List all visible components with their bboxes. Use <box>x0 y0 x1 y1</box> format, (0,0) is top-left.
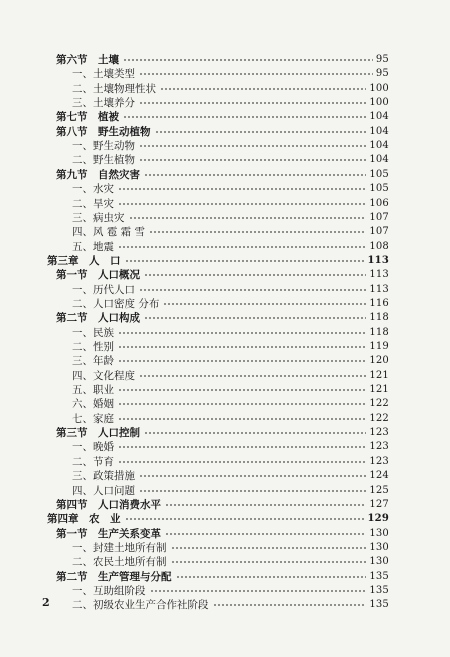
dot-leader <box>129 217 367 219</box>
toc-entry-page: 104 <box>369 140 389 152</box>
toc-entry-page: 119 <box>369 341 389 352</box>
dot-leader <box>144 274 366 276</box>
toc-entry-page: 123 <box>369 455 389 467</box>
toc-item <box>72 211 389 225</box>
toc-entry-page: 105 <box>369 168 389 180</box>
toc-entry-title: 第七节 植被 <box>56 111 119 124</box>
toc-item <box>72 67 389 81</box>
toc-entry-page: 116 <box>369 297 389 309</box>
toc-entry-title: 五、地震 <box>72 240 114 253</box>
dot-leader <box>123 116 366 118</box>
toc-entry-page: 108 <box>369 240 389 252</box>
toc-entry-page: 95 <box>375 68 389 80</box>
dot-leader <box>155 131 367 133</box>
toc-entry-title: 七、家庭 <box>72 412 114 425</box>
dot-leader <box>118 403 366 405</box>
toc-section <box>56 527 389 541</box>
toc-item <box>72 354 389 368</box>
toc-entry-page: 107 <box>369 211 389 223</box>
toc-entry-page: 113 <box>369 269 389 281</box>
toc-item <box>72 240 389 254</box>
toc-entry-title: 一、互助组阶段 <box>72 584 146 597</box>
dot-leader <box>144 317 366 319</box>
toc-entry-page: 130 <box>369 527 389 539</box>
page-number: 2 <box>42 596 50 609</box>
toc-entry-page: 105 <box>369 183 389 195</box>
toc-entry-title: 二、农民土地所有制 <box>72 556 167 569</box>
toc-entry-page: 100 <box>369 82 389 94</box>
toc-entry-title: 第六节 土壤 <box>56 54 119 66</box>
toc-entry-title: 四、文化程度 <box>72 369 135 382</box>
toc-item <box>72 326 389 340</box>
dot-leader <box>176 576 367 578</box>
dot-leader <box>150 590 367 592</box>
dot-leader <box>165 533 366 535</box>
toc-entry-title: 第二节 人口构成 <box>56 312 140 325</box>
dot-leader <box>139 490 366 492</box>
toc-section <box>56 426 389 440</box>
toc-entry-page: 113 <box>369 283 389 295</box>
toc-entry-title: 三、年龄 <box>72 355 114 368</box>
toc-entry-page: 104 <box>369 111 389 123</box>
toc-chapter <box>47 254 389 268</box>
toc-item <box>72 225 389 239</box>
toc-entry-page: 118 <box>369 326 389 338</box>
toc-entry-title: 第一节 人口概况 <box>56 269 140 282</box>
toc-entry-page: 118 <box>369 312 389 324</box>
toc-entry-title: 一、封建土地所有制 <box>72 541 167 554</box>
toc-item <box>72 397 389 411</box>
toc-item <box>72 283 389 297</box>
toc-entry-title: 第三节 人口控制 <box>56 427 140 440</box>
dot-leader <box>160 88 366 90</box>
toc-entry-title: 第三章 人 口 <box>47 254 121 267</box>
dot-leader <box>213 604 367 606</box>
toc-item <box>72 182 389 196</box>
toc-item <box>72 455 389 469</box>
toc-entry-page: 104 <box>369 154 389 166</box>
toc-item <box>72 598 389 612</box>
toc-section <box>56 125 389 139</box>
dot-leader <box>139 73 373 75</box>
dot-leader <box>163 303 366 305</box>
toc-entry-title: 三、政策措施 <box>72 470 135 483</box>
toc-item <box>72 440 389 454</box>
toc-item <box>72 197 389 211</box>
dot-leader <box>139 475 366 477</box>
toc-entry-title: 三、土壤养分 <box>72 97 135 110</box>
dot-leader <box>171 561 367 563</box>
toc-item <box>72 469 389 483</box>
dot-leader <box>118 203 366 205</box>
dot-leader <box>144 174 366 176</box>
toc-section <box>56 268 389 282</box>
toc-entry-page: 120 <box>369 355 389 367</box>
dot-leader <box>165 504 366 506</box>
toc-entry-title: 第二节 生产管理与分配 <box>56 570 172 583</box>
toc-section <box>56 168 389 182</box>
dot-leader <box>118 360 366 362</box>
toc-entry-title: 一、土壤类型 <box>72 68 135 81</box>
toc-item <box>72 412 389 426</box>
toc-entry-title: 一、历代人口 <box>72 283 135 296</box>
toc-entry-title: 第八节 野生动植物 <box>56 125 151 138</box>
toc-entry-title: 第四节 人口消费水平 <box>56 498 161 511</box>
toc-item <box>72 139 389 153</box>
toc-item <box>72 297 389 311</box>
toc-chapter <box>47 512 389 526</box>
toc-entry-title: 一、野生动物 <box>72 140 135 153</box>
toc-section <box>56 110 389 124</box>
toc-entry-page: 123 <box>369 427 389 439</box>
toc-entry-title: 二、初级农业生产合作社阶段 <box>72 599 209 612</box>
dot-leader <box>149 231 366 233</box>
toc-entry-page: 113 <box>367 254 389 266</box>
toc-item <box>72 383 389 397</box>
dot-leader <box>171 547 367 549</box>
toc-entry-title: 四、人口问题 <box>72 484 135 497</box>
dot-leader <box>118 446 366 448</box>
dot-leader <box>139 375 366 377</box>
toc-entry-page: 135 <box>369 570 389 582</box>
toc-entry-page: 124 <box>369 470 389 482</box>
toc-entry-title: 六、婚姻 <box>72 398 114 411</box>
toc-entry-title: 二、野生植物 <box>72 154 135 167</box>
toc-item <box>72 153 389 167</box>
dot-leader <box>144 432 366 434</box>
toc-entry-title: 二、旱灾 <box>72 197 114 210</box>
toc-entry-title: 第一节 生产关系变革 <box>56 527 161 540</box>
toc-entry-page: 104 <box>369 125 389 137</box>
toc-entry-page: 130 <box>369 541 389 553</box>
toc-entry-title: 一、民族 <box>72 326 114 339</box>
toc-entry-page: 127 <box>369 498 389 510</box>
toc-entry-title: 五、职业 <box>72 384 114 397</box>
toc-entry-title: 一、水灾 <box>72 183 114 196</box>
dot-leader <box>118 418 366 420</box>
toc-item <box>72 96 389 110</box>
toc-entry-page: 122 <box>369 398 389 410</box>
toc-entry-title: 二、性别 <box>72 341 114 353</box>
toc-entry-page: 122 <box>369 412 389 424</box>
dot-leader <box>118 346 366 348</box>
toc-entry-page: 121 <box>369 384 389 396</box>
toc-item <box>72 555 389 569</box>
toc-item <box>72 340 389 354</box>
toc-entry-page: 123 <box>369 441 389 453</box>
toc-item <box>72 484 389 498</box>
dot-leader <box>125 518 365 520</box>
toc-entry-title: 一、晚婚 <box>72 441 114 454</box>
toc-entry-page: 121 <box>369 369 389 381</box>
toc-section <box>56 53 389 67</box>
dot-leader <box>123 59 373 61</box>
dot-leader <box>118 188 366 190</box>
dot-leader <box>118 461 366 463</box>
dot-leader <box>118 246 366 248</box>
toc-entry-title: 二、人口密度 分布 <box>72 297 160 310</box>
toc-entry-page: 100 <box>369 97 389 109</box>
dot-leader <box>118 332 366 334</box>
dot-leader <box>139 145 366 147</box>
dot-leader <box>125 260 365 262</box>
toc-section <box>56 498 389 512</box>
dot-leader <box>139 159 366 161</box>
dot-leader <box>118 389 366 391</box>
toc-section <box>56 311 389 325</box>
toc-entry-page: 107 <box>369 226 389 238</box>
toc-entry-page: 135 <box>369 584 389 596</box>
toc-entry-page: 125 <box>369 484 389 496</box>
toc-entry-title: 第九节 自然灾害 <box>56 168 140 181</box>
toc-entry-page: 129 <box>367 513 389 525</box>
toc-entry-title: 第四章 农 业 <box>47 513 121 526</box>
toc-item <box>72 584 389 598</box>
dot-leader <box>139 289 366 291</box>
toc-item <box>72 82 389 96</box>
toc-section <box>56 570 389 584</box>
toc-entry-page: 130 <box>369 556 389 568</box>
dot-leader <box>139 102 366 104</box>
toc-entry-page: 106 <box>369 197 389 209</box>
toc-entry-page: 135 <box>369 599 389 611</box>
toc-item <box>72 369 389 383</box>
toc-entry-title: 二、节育 <box>72 455 114 468</box>
toc-entry-title: 四、风 雹 霜 雪 <box>72 226 146 239</box>
toc-item <box>72 541 389 555</box>
toc-entry-page: 95 <box>375 54 389 65</box>
toc-entry-title: 二、土壤物理性状 <box>72 82 156 95</box>
toc-entry-title: 三、病虫灾 <box>72 211 125 224</box>
